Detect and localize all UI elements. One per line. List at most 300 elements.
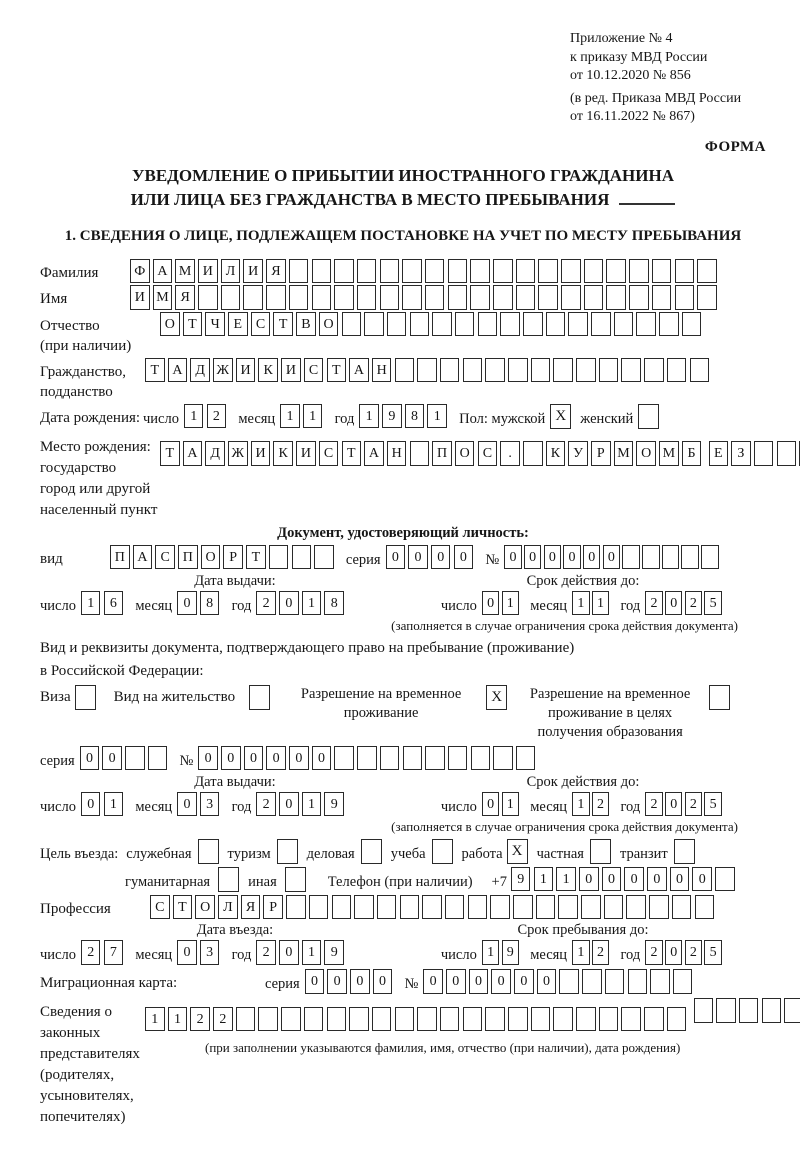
char-box[interactable] xyxy=(425,285,445,310)
char-box[interactable]: П xyxy=(178,545,198,570)
char-box[interactable] xyxy=(463,358,483,383)
char-box[interactable]: Я xyxy=(175,285,195,310)
char-box[interactable] xyxy=(701,545,719,570)
char-box[interactable]: И xyxy=(243,259,263,284)
char-box[interactable]: Т xyxy=(145,358,165,383)
char-box[interactable] xyxy=(198,839,219,864)
char-box[interactable] xyxy=(463,1007,483,1032)
char-box[interactable]: 1 xyxy=(592,591,610,616)
char-box[interactable]: 9 xyxy=(511,867,531,892)
char-box[interactable]: 1 xyxy=(482,940,500,965)
char-box[interactable]: 2 xyxy=(645,792,663,817)
char-box[interactable] xyxy=(425,259,445,284)
char-box[interactable]: 0 xyxy=(647,867,667,892)
char-box[interactable]: О xyxy=(201,545,221,570)
char-box[interactable] xyxy=(342,312,362,337)
char-box[interactable] xyxy=(667,358,687,383)
char-box[interactable] xyxy=(221,285,241,310)
char-box[interactable] xyxy=(531,358,551,383)
char-box[interactable]: Т xyxy=(246,545,266,570)
char-box[interactable]: 0 xyxy=(670,867,690,892)
char-box[interactable] xyxy=(361,839,382,864)
char-box[interactable]: С xyxy=(478,441,498,466)
char-box[interactable]: 0 xyxy=(665,940,683,965)
char-box[interactable] xyxy=(440,358,460,383)
char-box[interactable]: 7 xyxy=(104,940,124,965)
char-box[interactable]: Т xyxy=(342,441,362,466)
char-box[interactable] xyxy=(448,285,468,310)
char-box[interactable] xyxy=(400,895,420,920)
char-box[interactable]: 1 xyxy=(427,404,447,429)
char-box[interactable] xyxy=(125,746,145,771)
char-box[interactable] xyxy=(468,895,488,920)
char-box[interactable] xyxy=(403,746,423,771)
char-box[interactable] xyxy=(387,312,407,337)
char-box[interactable]: 1 xyxy=(572,591,590,616)
char-box[interactable] xyxy=(695,895,715,920)
char-box[interactable] xyxy=(784,998,800,1023)
char-box[interactable] xyxy=(286,895,306,920)
char-box[interactable]: 0 xyxy=(583,545,601,570)
char-box[interactable] xyxy=(709,685,730,710)
char-box[interactable] xyxy=(629,285,649,310)
char-box[interactable]: О xyxy=(636,441,656,466)
char-box[interactable] xyxy=(675,285,695,310)
char-box[interactable]: 0 xyxy=(244,746,264,771)
char-box[interactable] xyxy=(754,441,774,466)
char-box[interactable]: Л xyxy=(218,895,238,920)
char-box[interactable]: 0 xyxy=(544,545,562,570)
char-box[interactable] xyxy=(644,358,664,383)
char-box[interactable] xyxy=(739,998,759,1023)
char-box[interactable]: 0 xyxy=(386,545,406,570)
char-box[interactable]: И xyxy=(130,285,150,310)
char-box[interactable]: 2 xyxy=(213,1007,233,1032)
char-box[interactable] xyxy=(334,746,354,771)
char-box[interactable]: 2 xyxy=(256,792,276,817)
char-box[interactable] xyxy=(312,259,332,284)
char-box[interactable] xyxy=(485,1007,505,1032)
char-box[interactable] xyxy=(395,1007,415,1032)
char-box[interactable]: М xyxy=(614,441,634,466)
char-box[interactable] xyxy=(621,1007,641,1032)
char-box[interactable] xyxy=(357,259,377,284)
char-box[interactable]: 1 xyxy=(502,591,520,616)
char-box[interactable]: 0 xyxy=(563,545,581,570)
char-box[interactable] xyxy=(638,404,659,429)
char-box[interactable] xyxy=(470,259,490,284)
char-box[interactable] xyxy=(422,895,442,920)
char-box[interactable]: 1 xyxy=(572,792,590,817)
char-box[interactable] xyxy=(312,285,332,310)
char-box[interactable]: Ч xyxy=(205,312,225,337)
char-box[interactable]: 8 xyxy=(324,591,344,616)
char-box[interactable] xyxy=(644,1007,664,1032)
char-box[interactable] xyxy=(440,1007,460,1032)
char-box[interactable]: 1 xyxy=(302,940,322,965)
char-box[interactable] xyxy=(364,312,384,337)
char-box[interactable]: X xyxy=(507,839,528,864)
char-box[interactable] xyxy=(490,895,510,920)
char-box[interactable] xyxy=(258,1007,278,1032)
char-box[interactable]: 2 xyxy=(685,792,703,817)
char-box[interactable]: 0 xyxy=(446,969,466,994)
char-box[interactable]: Ж xyxy=(228,441,248,466)
char-box[interactable] xyxy=(581,895,601,920)
char-box[interactable] xyxy=(380,259,400,284)
char-box[interactable]: 0 xyxy=(279,792,299,817)
char-box[interactable]: 3 xyxy=(200,940,220,965)
char-box[interactable]: 2 xyxy=(256,940,276,965)
char-box[interactable]: 0 xyxy=(423,969,443,994)
char-box[interactable]: 9 xyxy=(324,940,344,965)
char-box[interactable]: П xyxy=(110,545,130,570)
char-box[interactable]: М xyxy=(659,441,679,466)
title-blank-line[interactable] xyxy=(619,189,675,205)
char-box[interactable] xyxy=(309,895,329,920)
char-box[interactable]: 0 xyxy=(408,545,428,570)
char-box[interactable]: 0 xyxy=(102,746,122,771)
char-box[interactable] xyxy=(599,358,619,383)
char-box[interactable] xyxy=(417,358,437,383)
char-box[interactable]: 1 xyxy=(104,792,124,817)
char-box[interactable]: И xyxy=(236,358,256,383)
char-box[interactable] xyxy=(277,839,298,864)
char-box[interactable] xyxy=(697,259,717,284)
char-box[interactable]: 2 xyxy=(190,1007,210,1032)
char-box[interactable] xyxy=(650,969,670,994)
char-box[interactable] xyxy=(148,746,168,771)
char-box[interactable] xyxy=(558,895,578,920)
char-box[interactable] xyxy=(425,746,445,771)
char-box[interactable] xyxy=(681,545,699,570)
char-box[interactable] xyxy=(471,746,491,771)
char-box[interactable]: С xyxy=(319,441,339,466)
char-box[interactable] xyxy=(636,312,656,337)
char-box[interactable] xyxy=(198,285,218,310)
char-box[interactable] xyxy=(568,312,588,337)
char-box[interactable]: А xyxy=(153,259,173,284)
char-box[interactable] xyxy=(599,1007,619,1032)
char-box[interactable] xyxy=(448,746,468,771)
char-box[interactable]: 1 xyxy=(534,867,554,892)
char-box[interactable]: С xyxy=(304,358,324,383)
char-box[interactable] xyxy=(445,895,465,920)
char-box[interactable] xyxy=(584,259,604,284)
char-box[interactable] xyxy=(493,285,513,310)
char-box[interactable] xyxy=(553,1007,573,1032)
char-box[interactable]: 0 xyxy=(279,940,299,965)
char-box[interactable]: Р xyxy=(223,545,243,570)
char-box[interactable]: А xyxy=(183,441,203,466)
char-box[interactable] xyxy=(523,441,543,466)
char-box[interactable] xyxy=(629,259,649,284)
char-box[interactable] xyxy=(682,312,702,337)
char-box[interactable]: О xyxy=(195,895,215,920)
char-box[interactable]: 0 xyxy=(537,969,557,994)
char-box[interactable]: 5 xyxy=(704,940,722,965)
char-box[interactable]: 0 xyxy=(177,591,197,616)
char-box[interactable]: И xyxy=(281,358,301,383)
char-box[interactable]: Я xyxy=(266,259,286,284)
char-box[interactable] xyxy=(652,259,672,284)
char-box[interactable]: И xyxy=(251,441,271,466)
char-box[interactable]: 0 xyxy=(624,867,644,892)
char-box[interactable] xyxy=(584,285,604,310)
char-box[interactable]: 0 xyxy=(692,867,712,892)
char-box[interactable] xyxy=(546,312,566,337)
char-box[interactable]: 2 xyxy=(592,792,610,817)
char-box[interactable]: К xyxy=(546,441,566,466)
char-box[interactable]: 0 xyxy=(431,545,451,570)
char-box[interactable]: И xyxy=(198,259,218,284)
char-box[interactable]: 1 xyxy=(184,404,204,429)
char-box[interactable] xyxy=(372,1007,392,1032)
char-box[interactable] xyxy=(485,358,505,383)
char-box[interactable]: М xyxy=(175,259,195,284)
char-box[interactable] xyxy=(516,746,536,771)
char-box[interactable] xyxy=(576,358,596,383)
char-box[interactable] xyxy=(470,285,490,310)
char-box[interactable]: 1 xyxy=(145,1007,165,1032)
char-box[interactable]: С xyxy=(251,312,271,337)
char-box[interactable] xyxy=(455,312,475,337)
char-box[interactable]: 0 xyxy=(482,792,500,817)
char-box[interactable]: 2 xyxy=(256,591,276,616)
char-box[interactable] xyxy=(493,746,513,771)
char-box[interactable]: С xyxy=(155,545,175,570)
char-box[interactable]: 1 xyxy=(572,940,590,965)
char-box[interactable]: Т xyxy=(160,441,180,466)
char-box[interactable]: А xyxy=(349,358,369,383)
char-box[interactable]: 0 xyxy=(491,969,511,994)
char-box[interactable]: 2 xyxy=(207,404,227,429)
char-box[interactable]: Л xyxy=(221,259,241,284)
char-box[interactable] xyxy=(493,259,513,284)
char-box[interactable] xyxy=(674,839,695,864)
char-box[interactable] xyxy=(576,1007,596,1032)
char-box[interactable] xyxy=(626,895,646,920)
char-box[interactable]: К xyxy=(273,441,293,466)
char-box[interactable]: К xyxy=(258,358,278,383)
char-box[interactable]: 0 xyxy=(279,591,299,616)
char-box[interactable] xyxy=(628,969,648,994)
char-box[interactable]: 0 xyxy=(327,969,347,994)
char-box[interactable]: А xyxy=(168,358,188,383)
char-box[interactable]: 2 xyxy=(592,940,610,965)
char-box[interactable] xyxy=(606,285,626,310)
char-box[interactable] xyxy=(538,285,558,310)
char-box[interactable]: 0 xyxy=(469,969,489,994)
char-box[interactable]: 3 xyxy=(200,792,220,817)
char-box[interactable] xyxy=(478,312,498,337)
char-box[interactable]: 0 xyxy=(482,591,500,616)
char-box[interactable] xyxy=(536,895,556,920)
char-box[interactable] xyxy=(249,685,270,710)
char-box[interactable] xyxy=(673,969,693,994)
char-box[interactable] xyxy=(417,1007,437,1032)
char-box[interactable]: Я xyxy=(241,895,261,920)
char-box[interactable] xyxy=(508,358,528,383)
char-box[interactable] xyxy=(715,867,735,892)
char-box[interactable] xyxy=(559,969,579,994)
char-box[interactable]: С xyxy=(150,895,170,920)
char-box[interactable] xyxy=(604,895,624,920)
char-box[interactable]: О xyxy=(319,312,339,337)
char-box[interactable]: Т xyxy=(173,895,193,920)
char-box[interactable]: 9 xyxy=(502,940,520,965)
char-box[interactable] xyxy=(410,312,430,337)
char-box[interactable]: Р xyxy=(591,441,611,466)
char-box[interactable] xyxy=(582,969,602,994)
char-box[interactable] xyxy=(591,312,611,337)
char-box[interactable] xyxy=(606,259,626,284)
char-box[interactable] xyxy=(289,259,309,284)
char-box[interactable]: 0 xyxy=(81,792,101,817)
char-box[interactable] xyxy=(285,867,306,892)
char-box[interactable]: 0 xyxy=(266,746,286,771)
char-box[interactable] xyxy=(690,358,710,383)
char-box[interactable] xyxy=(605,969,625,994)
char-box[interactable] xyxy=(314,545,334,570)
char-box[interactable]: 0 xyxy=(524,545,542,570)
char-box[interactable] xyxy=(334,259,354,284)
char-box[interactable]: X xyxy=(550,404,571,429)
char-box[interactable] xyxy=(553,358,573,383)
char-box[interactable] xyxy=(357,746,377,771)
char-box[interactable] xyxy=(523,312,543,337)
char-box[interactable]: 0 xyxy=(221,746,241,771)
char-box[interactable]: Т xyxy=(183,312,203,337)
char-box[interactable]: З xyxy=(731,441,751,466)
char-box[interactable]: 0 xyxy=(665,792,683,817)
char-box[interactable]: 1 xyxy=(556,867,576,892)
char-box[interactable]: . xyxy=(500,441,520,466)
char-box[interactable]: X xyxy=(486,685,507,710)
char-box[interactable]: Е xyxy=(709,441,729,466)
char-box[interactable] xyxy=(667,1007,687,1032)
char-box[interactable] xyxy=(402,259,422,284)
char-box[interactable] xyxy=(694,998,714,1023)
char-box[interactable] xyxy=(500,312,520,337)
char-box[interactable] xyxy=(402,285,422,310)
char-box[interactable]: 8 xyxy=(405,404,425,429)
char-box[interactable] xyxy=(614,312,634,337)
char-box[interactable]: 1 xyxy=(302,591,322,616)
char-box[interactable] xyxy=(304,1007,324,1032)
char-box[interactable]: 0 xyxy=(312,746,332,771)
char-box[interactable] xyxy=(380,746,400,771)
char-box[interactable]: 0 xyxy=(504,545,522,570)
char-box[interactable]: Б xyxy=(682,441,702,466)
char-box[interactable] xyxy=(327,1007,347,1032)
char-box[interactable] xyxy=(516,285,536,310)
char-box[interactable] xyxy=(448,259,468,284)
char-box[interactable] xyxy=(281,1007,301,1032)
char-box[interactable] xyxy=(75,685,96,710)
char-box[interactable]: 0 xyxy=(177,792,197,817)
char-box[interactable]: Е xyxy=(228,312,248,337)
char-box[interactable]: 1 xyxy=(168,1007,188,1032)
char-box[interactable]: Т xyxy=(273,312,293,337)
char-box[interactable]: 0 xyxy=(579,867,599,892)
char-box[interactable] xyxy=(649,895,669,920)
char-box[interactable] xyxy=(622,545,640,570)
char-box[interactable] xyxy=(349,1007,369,1032)
char-box[interactable] xyxy=(716,998,736,1023)
char-box[interactable] xyxy=(777,441,797,466)
char-box[interactable] xyxy=(697,285,717,310)
char-box[interactable]: Д xyxy=(205,441,225,466)
char-box[interactable]: О xyxy=(160,312,180,337)
char-box[interactable]: 1 xyxy=(359,404,379,429)
char-box[interactable]: 2 xyxy=(81,940,101,965)
char-box[interactable] xyxy=(218,867,239,892)
char-box[interactable] xyxy=(377,895,397,920)
char-box[interactable]: 2 xyxy=(685,591,703,616)
char-box[interactable]: 0 xyxy=(603,545,621,570)
char-box[interactable]: Т xyxy=(327,358,347,383)
char-box[interactable] xyxy=(432,312,452,337)
char-box[interactable] xyxy=(672,895,692,920)
char-box[interactable]: 0 xyxy=(665,591,683,616)
char-box[interactable]: 9 xyxy=(324,792,344,817)
char-box[interactable] xyxy=(508,1007,528,1032)
char-box[interactable] xyxy=(762,998,782,1023)
char-box[interactable] xyxy=(432,839,453,864)
char-box[interactable]: 1 xyxy=(302,792,322,817)
char-box[interactable] xyxy=(662,545,680,570)
char-box[interactable] xyxy=(357,285,377,310)
char-box[interactable]: 0 xyxy=(454,545,474,570)
char-box[interactable] xyxy=(266,285,286,310)
char-box[interactable]: 8 xyxy=(200,591,220,616)
char-box[interactable] xyxy=(642,545,660,570)
char-box[interactable] xyxy=(561,259,581,284)
char-box[interactable] xyxy=(289,285,309,310)
char-box[interactable]: 0 xyxy=(305,969,325,994)
char-box[interactable] xyxy=(590,839,611,864)
char-box[interactable] xyxy=(334,285,354,310)
char-box[interactable] xyxy=(621,358,641,383)
char-box[interactable] xyxy=(561,285,581,310)
char-box[interactable] xyxy=(292,545,312,570)
char-box[interactable]: 1 xyxy=(280,404,300,429)
char-box[interactable]: 0 xyxy=(80,746,100,771)
char-box[interactable] xyxy=(269,545,289,570)
char-box[interactable] xyxy=(236,1007,256,1032)
char-box[interactable] xyxy=(675,259,695,284)
char-box[interactable]: Ф xyxy=(130,259,150,284)
char-box[interactable]: 0 xyxy=(373,969,393,994)
char-box[interactable] xyxy=(659,312,679,337)
char-box[interactable] xyxy=(243,285,263,310)
char-box[interactable] xyxy=(513,895,533,920)
char-box[interactable] xyxy=(395,358,415,383)
char-box[interactable] xyxy=(652,285,672,310)
char-box[interactable] xyxy=(538,259,558,284)
char-box[interactable]: 0 xyxy=(198,746,218,771)
char-box[interactable]: 0 xyxy=(350,969,370,994)
char-box[interactable]: И xyxy=(296,441,316,466)
char-box[interactable] xyxy=(410,441,430,466)
char-box[interactable]: 1 xyxy=(303,404,323,429)
char-box[interactable] xyxy=(380,285,400,310)
char-box[interactable]: П xyxy=(432,441,452,466)
char-box[interactable]: 2 xyxy=(645,591,663,616)
char-box[interactable]: 0 xyxy=(177,940,197,965)
char-box[interactable]: Д xyxy=(190,358,210,383)
